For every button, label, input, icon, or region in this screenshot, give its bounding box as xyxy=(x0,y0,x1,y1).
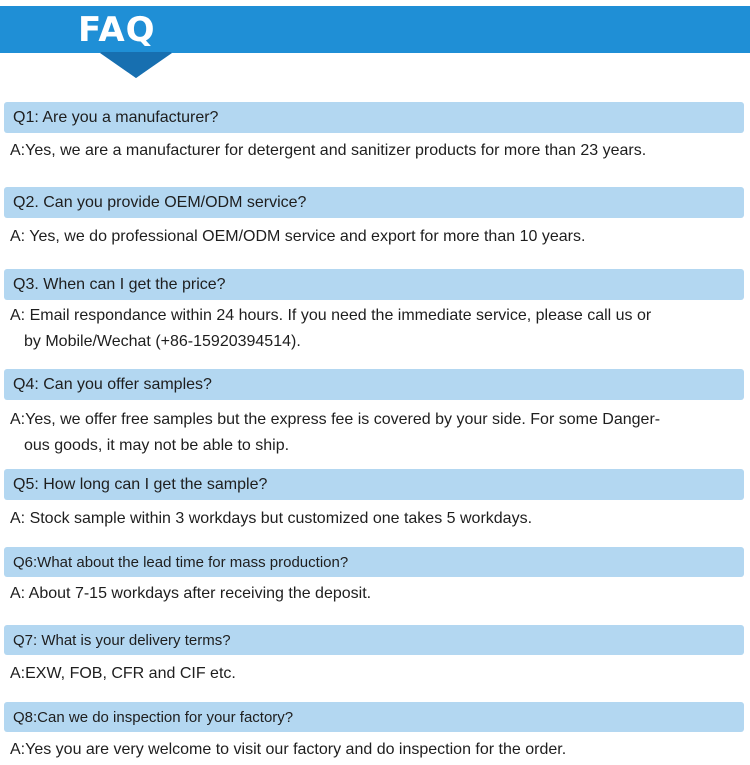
faq-answer-5 xyxy=(10,506,740,532)
faq-answer-6 xyxy=(10,581,740,607)
answer-line: A: Yes, we do professional OEM/ODM service and export for more than 10 years. xyxy=(10,228,586,245)
faq-answer-2 xyxy=(10,224,740,250)
faq-question-6: Q6:What about the lead time for mass production? xyxy=(4,547,744,577)
faq-answer-7 xyxy=(10,661,740,687)
answer-line: A:Yes, we are a manufacturer for detergent and sanitizer products for more than 23 years. xyxy=(10,142,647,159)
answer-line: A:Yes you are very welcome to visit our factory and do inspection for the order. xyxy=(10,741,567,758)
answer-line: ous goods, it may not be able to ship. xyxy=(24,437,290,454)
page-title: FAQ xyxy=(78,10,156,50)
answer-line: by Mobile/Wechat (+86-15920394514). xyxy=(24,333,301,350)
faq-answer-3 xyxy=(10,303,740,355)
answer-line: A:Yes, we offer free samples but the express fee is covered by your side. For some Danger- xyxy=(10,411,661,428)
faq-answer-1 xyxy=(10,138,740,164)
faq-question-5: Q5: How long can I get the sample? xyxy=(4,469,744,500)
answer-line: A: Stock sample within 3 workdays but customized one takes 5 workdays. xyxy=(10,510,533,527)
answer-line: A:EXW, FOB, CFR and CIF etc. xyxy=(10,665,236,682)
faq-question-3: Q3. When can I get the price? xyxy=(4,269,744,300)
faq-question-7: Q7: What is your delivery terms? xyxy=(4,625,744,655)
faq-question-1: Q1: Are you a manufacturer? xyxy=(4,102,744,133)
answer-line: A: About 7-15 workdays after receiving the deposit. xyxy=(10,585,372,602)
faq-answer-4 xyxy=(10,407,740,459)
faq-header-banner xyxy=(0,0,750,80)
faq-question-8: Q8:Can we do inspection for your factory? xyxy=(4,702,744,732)
faq-answer-8 xyxy=(10,737,740,763)
faq-question-2: Q2. Can you provide OEM/ODM service? xyxy=(4,187,744,218)
faq-question-4: Q4: Can you offer samples? xyxy=(4,369,744,400)
header-tab-pointer xyxy=(100,52,172,78)
answer-line: A: Email respondance within 24 hours. If you need the immediate service, please call us or xyxy=(10,307,652,324)
